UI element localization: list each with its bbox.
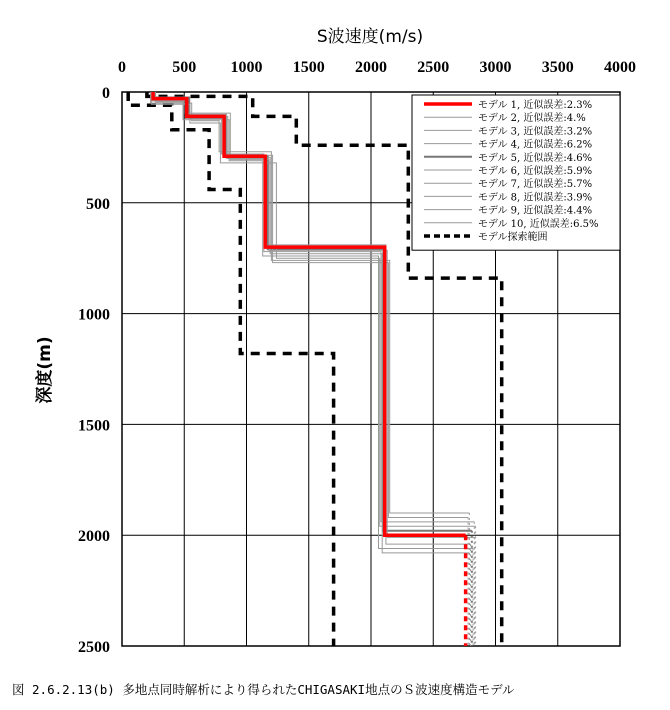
y-tick-label: 0 [102, 85, 110, 102]
search-range-min-bound-line [128, 92, 333, 646]
legend-entry: モデル 2, 近似誤差:4.% [478, 113, 586, 125]
x-tick-label: 4000 [604, 59, 636, 76]
x-tick-labels [118, 59, 636, 76]
x-tick-label: 0 [118, 59, 126, 76]
y-tick-label: 2500 [78, 639, 110, 656]
legend-entry: モデル探索範囲 [478, 232, 548, 243]
x-tick-label: 2000 [355, 59, 387, 76]
legend [412, 95, 620, 250]
figure-caption: 図 2.6.2.13(b) 多地点同時解析により得られたCHIGASAKI地点のＳ波速度構造モデル [12, 682, 515, 697]
y-tick-label: 500 [86, 195, 110, 213]
y-tick-label: 1500 [78, 417, 110, 435]
y-axis-title: 深度(m) [35, 336, 55, 404]
x-tick-label: 3500 [541, 59, 574, 76]
x-axis-title: S波速度(m/s) [316, 27, 424, 47]
legend-entry: モデル 4, 近似誤差:6.2% [478, 139, 593, 151]
legend-entry: モデル 1, 近似誤差:2.3% [478, 100, 593, 111]
legend-entry: モデル 7, 近似誤差:5.7% [478, 179, 593, 191]
legend-entry: モデル 6, 近似誤差:5.9% [478, 166, 593, 177]
y-tick-label: 2000 [78, 528, 110, 546]
legend-entry: モデル 3, 近似誤差:3.2% [478, 126, 593, 138]
legend-entry: モデル 8, 近似誤差:3.9% [478, 192, 593, 204]
legend-entry: モデル 5, 近似誤差:4.6% [478, 152, 593, 164]
x-tick-label: 500 [172, 59, 197, 76]
x-tick-label: 2500 [417, 59, 450, 76]
y-tick-labels [78, 85, 110, 656]
legend-entry: モデル 9, 近似誤差:4.4% [478, 205, 593, 217]
y-tick-label: 1000 [78, 306, 110, 324]
x-tick-label: 1500 [292, 59, 325, 76]
legend-entry: モデル 10, 近似誤差:6.5% [478, 218, 599, 230]
x-tick-label: 1000 [230, 59, 263, 76]
x-tick-label: 3000 [479, 59, 512, 76]
